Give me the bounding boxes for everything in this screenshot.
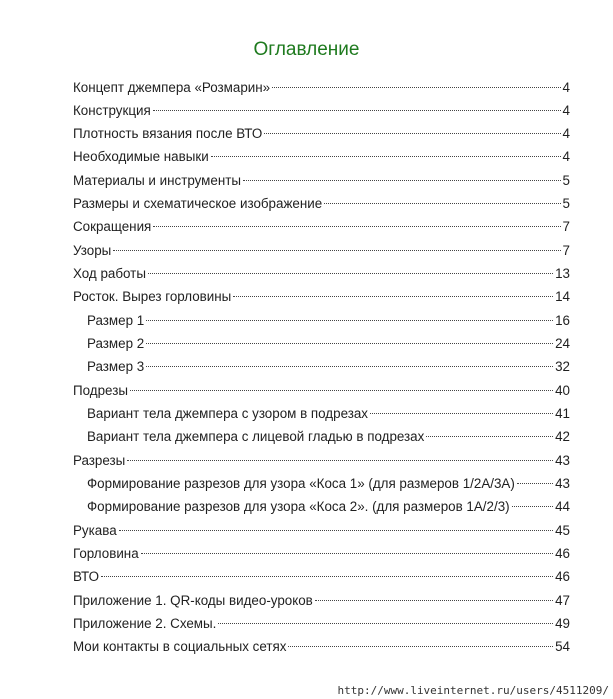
toc-subentry[interactable] <box>87 496 570 518</box>
toc-entry-page: 24 <box>555 336 570 351</box>
toc-entry-label: Концепт джемпера «Розмарин» <box>73 80 271 95</box>
toc-entry[interactable] <box>73 100 570 122</box>
dot-leader <box>288 646 553 647</box>
toc-entry-label: Вариант тела джемпера с лицевой гладью в подрезах <box>87 429 425 444</box>
toc-entry-page: 7 <box>562 219 570 234</box>
page-title: Оглавление <box>253 39 360 60</box>
toc-entry-page: 4 <box>562 149 570 164</box>
toc-entry-page: 7 <box>562 243 570 258</box>
toc-subentry[interactable] <box>87 310 570 332</box>
toc-entry-label: Ход работы <box>73 266 146 281</box>
toc-entry[interactable] <box>73 450 570 472</box>
toc-subentry[interactable] <box>87 333 570 355</box>
dot-leader <box>146 366 553 367</box>
toc-entry-label: Материалы и инструменты <box>73 173 241 188</box>
dot-leader <box>127 460 553 461</box>
dot-leader <box>315 600 553 601</box>
toc-entry-label: Необходимые навыки <box>73 149 209 164</box>
dot-leader <box>148 273 553 274</box>
dot-leader <box>512 506 553 507</box>
toc-entry-label: Размер 1 <box>87 313 145 328</box>
dot-leader <box>113 250 560 251</box>
toc-entry-label: Горловина <box>73 546 139 561</box>
dot-leader <box>264 133 560 134</box>
toc-entry-label: Приложение 2. Схемы. <box>73 616 217 631</box>
toc-entry[interactable] <box>73 380 570 402</box>
toc-entry[interactable] <box>73 193 570 215</box>
toc-entry-page: 4 <box>562 126 570 141</box>
toc-entry-page: 14 <box>555 289 570 304</box>
toc-entry[interactable] <box>73 263 570 285</box>
toc-entry-page: 45 <box>555 523 570 538</box>
toc-entry-label: Подрезы <box>73 383 128 398</box>
toc-entry-page: 43 <box>555 476 570 491</box>
toc-entry-label: Размеры и схематическое изображение <box>73 196 323 211</box>
toc-entry[interactable] <box>73 566 570 588</box>
toc-entry[interactable] <box>73 77 570 99</box>
toc-entry-label: Росток. Вырез горловины <box>73 289 232 304</box>
toc-entry-label: Приложение 1. QR-коды видео-уроков <box>73 593 313 608</box>
dot-leader <box>130 390 553 391</box>
toc-entry[interactable] <box>73 123 570 145</box>
toc-entry-page: 47 <box>555 593 570 608</box>
dot-leader <box>324 203 560 204</box>
toc-entry-page: 44 <box>555 499 570 514</box>
toc-subentry[interactable] <box>87 403 570 425</box>
toc-entry[interactable] <box>73 636 570 658</box>
dot-leader <box>146 343 553 344</box>
dot-leader <box>426 436 553 437</box>
toc-subentry[interactable] <box>87 426 570 448</box>
watermark-url: http://www.liveinternet.ru/users/4511209/ <box>337 684 609 697</box>
toc-entry[interactable] <box>73 240 570 262</box>
toc-entry-label: Плотность вязания после ВТО <box>73 126 263 141</box>
toc-entry-label: Узоры <box>73 243 112 258</box>
toc-entry-label: Рукава <box>73 523 117 538</box>
toc-entry-page: 13 <box>555 266 570 281</box>
toc-entry-label: Мои контакты в социальных сетях <box>73 639 287 654</box>
toc-entry-page: 5 <box>562 173 570 188</box>
dot-leader <box>141 553 553 554</box>
dot-leader <box>517 483 553 484</box>
dot-leader <box>153 226 560 227</box>
toc-entry-page: 43 <box>555 453 570 468</box>
toc-entry-page: 32 <box>555 359 570 374</box>
toc-entry-label: Конструкция <box>73 103 151 118</box>
toc-entry-label: Сокращения <box>73 219 152 234</box>
dot-leader <box>370 413 553 414</box>
dot-leader <box>233 296 553 297</box>
toc-entry[interactable] <box>73 146 570 168</box>
toc-entry-page: 49 <box>555 616 570 631</box>
toc-entry-label: Формирование разрезов для узора «Коса 1» (для размеров 1/2А/3А) <box>87 476 515 491</box>
dot-leader <box>101 576 553 577</box>
toc-entry-label: Формирование разрезов для узора «Коса 2». (для размеров 1А/2/3) <box>87 499 510 514</box>
dot-leader <box>243 180 561 181</box>
toc-entry-page: 41 <box>555 406 570 421</box>
toc-entry-page: 4 <box>562 103 570 118</box>
toc-entry-page: 5 <box>562 196 570 211</box>
toc-entry-label: Размер 3 <box>87 359 145 374</box>
toc-entry-label: Размер 2 <box>87 336 145 351</box>
toc-entry[interactable] <box>73 520 570 542</box>
dot-leader <box>272 87 560 88</box>
toc-entry-page: 42 <box>555 429 570 444</box>
toc-entry-page: 46 <box>555 546 570 561</box>
toc-entry[interactable] <box>73 543 570 565</box>
toc-entry-page: 4 <box>562 80 570 95</box>
toc-entry[interactable] <box>73 170 570 192</box>
toc-subentry[interactable] <box>87 473 570 495</box>
toc-entry-page: 40 <box>555 383 570 398</box>
toc-entry[interactable] <box>73 216 570 238</box>
dot-leader <box>146 320 553 321</box>
dot-leader <box>218 623 553 624</box>
toc-entry[interactable] <box>73 613 570 635</box>
dot-leader <box>119 530 553 531</box>
dot-leader <box>153 110 561 111</box>
toc-entry-page: 16 <box>555 313 570 328</box>
toc-entry-label: Разрезы <box>73 453 126 468</box>
toc-entry[interactable] <box>73 590 570 612</box>
toc-entry-page: 46 <box>555 569 570 584</box>
toc-entry-label: Вариант тела джемпера с узором в подрезах <box>87 406 369 421</box>
toc-entry[interactable] <box>73 286 570 308</box>
toc-subentry[interactable] <box>87 356 570 378</box>
dot-leader <box>211 156 561 157</box>
toc-entry-label: ВТО <box>73 569 100 584</box>
toc-entry-page: 54 <box>555 639 570 654</box>
